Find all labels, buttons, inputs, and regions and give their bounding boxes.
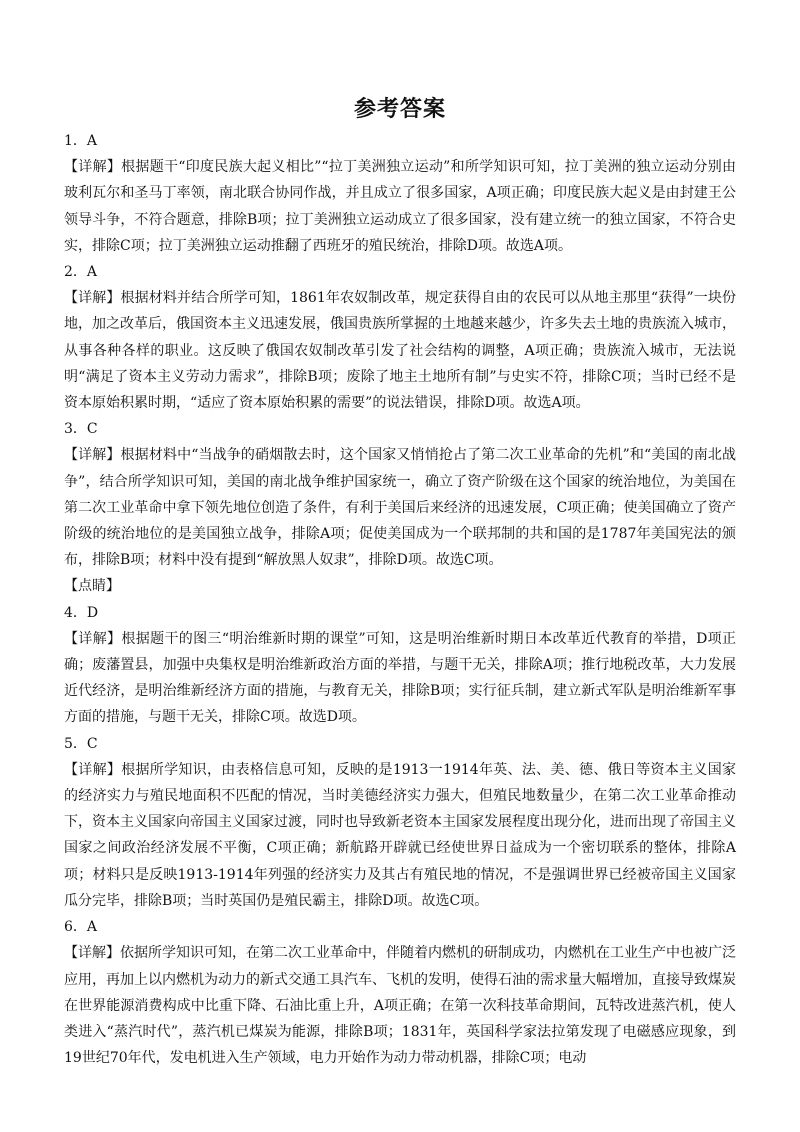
answer-item xyxy=(64,128,736,259)
explanation xyxy=(64,940,736,1071)
answer-list xyxy=(64,128,736,1071)
explanation xyxy=(64,757,736,914)
explanation-tag: 【详解】 xyxy=(64,761,122,778)
answer-item xyxy=(64,731,736,914)
explanation-tag: 【详解】 xyxy=(64,630,122,647)
question-number: 3．C xyxy=(64,421,98,438)
tip-heading: 【点睛】 xyxy=(64,578,120,595)
explanation xyxy=(64,626,736,731)
explanation-tag: 【详解】 xyxy=(64,447,121,464)
explanation-text: 依据所学知识可知，在第二次工业革命中，伴随着内燃机的研制成功，内燃机在工业生产中也被广泛应用，再加上以内燃机为动力的新式交通工具汽车、飞机的发明，使得石油的需求量大幅增加，直接导致煤炭在世界能源消费构成中比重下降、石油比重上升，A项正确；在第一次科技革命期间，瓦特改进蒸汽机，使人类进入“蒸汽时代”，蒸汽机已煤炭为能源，排除B项；1831年，英国科学家法拉第发现了电磁感应现象，到19世纪70年代，发电机进入生产领域，电力开始作为动力带动机器，排除C项；电动 xyxy=(64,945,736,1067)
question-number: 1．A xyxy=(64,133,98,149)
answer-item xyxy=(64,416,736,599)
question-number: 2．A xyxy=(64,264,98,281)
answer-item xyxy=(64,914,736,1071)
answer-item xyxy=(64,600,736,731)
answer-item xyxy=(64,259,736,416)
explanation-text: 根据题干“印度民族大起义相比”“拉丁美洲独立运动”和所学知识可知，拉丁美洲的独立运动分别由玻利瓦尔和圣马丁率领，南北联合协同作战，并且成立了很多国家，A项正确；印度民族大起义是由封建王公领导斗争，不符合题意，排除B项；拉丁美洲独立运动成立了很多国家，没有建立统一的独立国家，不符合史实，排除C项；拉丁美洲独立运动推翻了西班牙的殖民统治，排除D项。故选A项。 xyxy=(64,159,736,254)
explanation-tag: 【详解】 xyxy=(64,290,121,307)
explanation-text: 根据题干的图三“明治维新时期的课堂”可知，这是明治维新时期日本改革近代教育的举措，D项正确；废藩置县，加强中央集权是明治维新政治方面的举措，与题干无关，排除A项；推行地税改革，大力发展近代经济，是明治维新经济方面的措施，与教育无关，排除B项；实行征兵制，建立新式军队是明治维新军事方面的措施，与题干无关，排除C项。故选D项。 xyxy=(64,630,736,726)
explanation-text: 根据所学知识，由表格信息可知，反映的是1913一1914年英、法、美、德、俄日等资本主义国家的经济实力与殖民地面积不匹配的情况，当时美德经济实力强大，但殖民地数量少，在第二次工业革命推动下，资本主义国家向帝国主义国家过渡，同时也导致新老资本主国家发展程度出现分化，进而出现了帝国主义国家之间政治经济发展不平衡，C项正确；新航路开辟就已经使世界日益成为一个密切联系的整体，排除A项；材料只是反映1913-1914年列强的经济实力及其占有殖民地的情况，不是强调世界已经被帝国主义国家瓜分完毕，排除B项；当时英国仍是殖民霸主，排除D项。故选C项。 xyxy=(64,761,736,909)
explanation-tag: 【详解】 xyxy=(64,159,122,176)
explanation-text: 根据材料并结合所学可知，1861年农奴制改革，规定获得自由的农民可以从地主那里“获得”一块份地，加之改革后，俄国资本主义迅速发展，俄国贵族所掌握的土地越来越少，许多失去土地的贵族流入城市，从事各种各样的职业。这反映了俄国农奴制改革引发了社会结构的调整，A项正确；贵族流入城市，无法说明“满足了资本主义劳动力需求”，排除B项；废除了地主土地所有制”与史实不符，排除C项；当时已经不是资本原始积累时期，“适应了资本原始积累的需要”的说法错误，排除D项。故选A项。 xyxy=(64,290,736,412)
question-number: 5．C xyxy=(64,735,98,752)
explanation-tag: 【详解】 xyxy=(64,945,120,962)
explanation xyxy=(64,285,736,416)
page-title: 参考答案 xyxy=(353,97,446,122)
question-number: 6．A xyxy=(64,919,98,936)
explanation xyxy=(64,442,736,573)
explanation xyxy=(64,154,736,259)
question-number: 4．D xyxy=(64,604,99,621)
explanation-text: 根据材料中“当战争的硝烟散去时，这个国家又悄悄抢占了第二次工业革命的先机”和“美国的南北战争”，结合所学知识可知，美国的南北战争维护国家统一，确立了资产阶级在这个国家的统治地位，为美国在第二次工业革命中拿下领先地位创造了条件，有利于美国后来经济的迅速发展，C项正确；使美国确立了资产阶级的统治地位的是美国独立战争，排除A项；促使美国成为一个联邦制的共和国的是1787年美国宪法的颁布，排除B项；材料中没有提到“解放黑人奴隶”，排除D项。故选C项。 xyxy=(64,447,736,569)
